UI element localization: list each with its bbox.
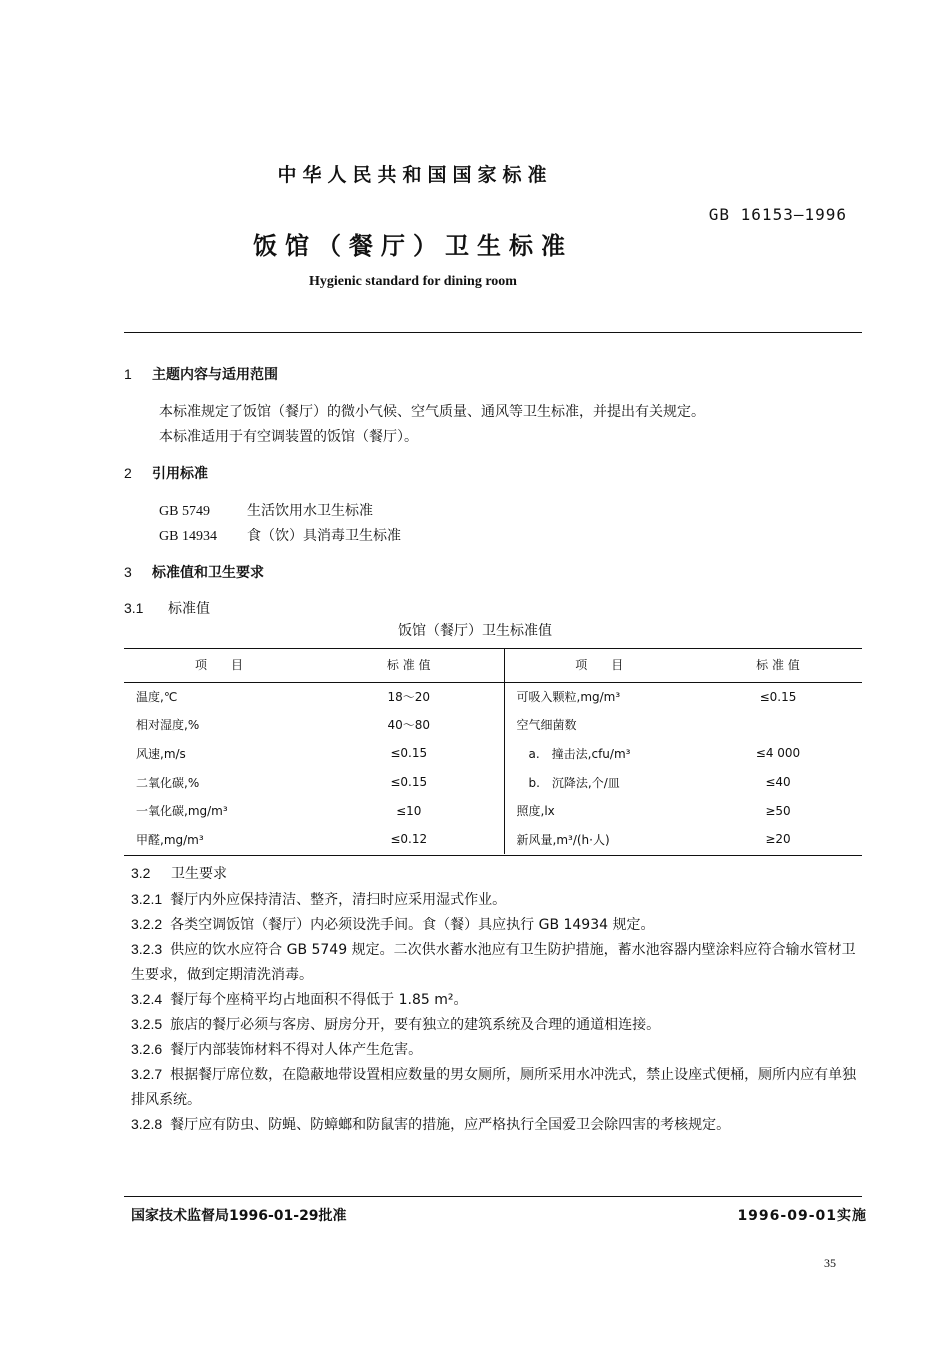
section-title: 标准值和卫生要求	[152, 565, 264, 581]
table-cell: 18～20	[387, 690, 431, 705]
table-cell: ≤0.15	[390, 775, 428, 790]
section-title: 主题内容与适用范围	[152, 367, 278, 383]
table-cell: 风速,m/s	[136, 746, 186, 761]
clause-3-2-2	[131, 912, 865, 938]
clause-3-2-5	[131, 1012, 865, 1038]
table-cell: 一氧化碳,mg/m³	[136, 804, 228, 819]
table-row	[124, 768, 862, 797]
table-header-row	[124, 648, 862, 682]
section-number: 3.1	[124, 600, 144, 616]
reference-item	[159, 525, 401, 545]
standard-code: GB 16153—1996	[708, 205, 847, 224]
clause-number: 3.2.5	[131, 1016, 163, 1032]
table-bottom-rule	[124, 855, 862, 856]
paragraph: 本标准适用于有空调装置的饭馆（餐厅）。	[159, 429, 418, 445]
table-cell: ≤0.15	[759, 689, 797, 704]
column-header: 项 目	[504, 648, 694, 682]
section-number: 3	[124, 564, 132, 580]
clause-text: 餐厅每个座椅平均占地面积不得低于 1.85 m²。	[170, 992, 468, 1008]
clause-3-2-3	[131, 937, 865, 988]
section-title: 标准值	[168, 601, 210, 617]
table-cell: a. 撞击法,cfu/m³	[504, 739, 694, 768]
header-rule	[124, 332, 862, 333]
document-title: 饭馆（餐厅）卫生标准	[253, 232, 573, 260]
reference-title: 生活饮用水卫生标准	[247, 503, 373, 519]
subsection-3-2-heading	[131, 863, 227, 883]
clause-text: 根据餐厅席位数，在隐蔽地带设置相应数量的男女厕所，厕所采用水冲洗式，禁止设座式便桶，厕所内应有单独排风系统。	[131, 1067, 857, 1108]
reference-title: 食（饮）具消毒卫生标准	[247, 528, 401, 544]
section-1-heading	[124, 364, 278, 384]
table-cell: ≤40	[765, 775, 791, 790]
table-cell: ≥20	[765, 832, 791, 847]
section-title: 引用标准	[152, 466, 208, 482]
document-subtitle: Hygienic standard for dining room	[309, 274, 517, 289]
paragraph: 本标准规定了饭馆（餐厅）的微小气候、空气质量、通风等卫生标准，并提出有关规定。	[159, 404, 705, 420]
column-header: 项 目	[124, 648, 314, 682]
reference-item	[159, 500, 373, 520]
effective-date: 1996-09-01实施	[737, 1208, 867, 1224]
table-row	[124, 739, 862, 768]
table-cell: 可吸入颗粒,mg/m³	[504, 682, 694, 711]
section-number: 1	[124, 366, 132, 382]
clause-3-2-1	[131, 887, 865, 913]
footer-rule	[124, 1196, 862, 1197]
column-header: 标 准 值	[694, 648, 862, 682]
standard-values-table	[124, 648, 862, 854]
table-cell: 温度,℃	[136, 690, 178, 705]
table-cell	[694, 711, 862, 740]
table-row	[124, 825, 862, 854]
clause-3-2-8	[131, 1112, 865, 1138]
table-cell: 甲醛,mg/m³	[136, 832, 204, 847]
table-cell: b. 沉降法,个/皿	[504, 768, 694, 797]
clause-text: 各类空调饭馆（餐厅）内必须设洗手间。食（餐）具应执行 GB 14934 规定。	[170, 917, 655, 933]
table-cell: 照度,lx	[504, 796, 694, 825]
table-caption: 饭馆（餐厅）卫生标准值	[398, 623, 552, 639]
clause-number: 3.2.2	[131, 916, 163, 932]
table-cell: 新风量,m³/(h·人)	[504, 825, 694, 854]
table-cell: ≤0.15	[390, 746, 428, 761]
table-cell: 二氧化碳,%	[136, 775, 200, 790]
table-cell: 相对湿度,%	[136, 718, 200, 733]
table-cell: ≥50	[765, 803, 791, 818]
reference-code: GB 14934	[159, 529, 217, 544]
national-standard-label: 中华人民共和国国家标准	[277, 164, 553, 186]
table-row	[124, 682, 862, 711]
clause-number: 3.2.1	[131, 891, 163, 907]
clause-3-2-7	[131, 1062, 865, 1113]
section-3-heading	[124, 562, 264, 582]
approval-date: 国家技术监督局1996-01-29批准	[131, 1208, 347, 1224]
section-number: 3.2	[131, 865, 151, 881]
section-number: 2	[124, 465, 132, 481]
clause-number: 3.2.7	[131, 1066, 163, 1082]
clause-number: 3.2.6	[131, 1041, 163, 1057]
table-cell: 空气细菌数	[504, 711, 694, 740]
page-number: 35	[824, 1256, 836, 1270]
clause-3-2-6	[131, 1037, 865, 1063]
clause-text: 餐厅内部装饰材料不得对人体产生危害。	[170, 1042, 423, 1058]
clause-number: 3.2.4	[131, 991, 163, 1007]
clause-text: 餐厅内外应保持清洁、整齐，清扫时应采用湿式作业。	[170, 892, 507, 908]
subsection-3-1-heading	[124, 598, 210, 618]
section-2-heading	[124, 463, 208, 483]
table-cell: ≤10	[396, 803, 422, 818]
table-row	[124, 711, 862, 740]
table-cell: 40～80	[387, 718, 431, 733]
column-header: 标 准 值	[314, 648, 504, 682]
clause-text: 旅店的餐厅必须与客房、厨房分开，要有独立的建筑系统及合理的通道相连接。	[170, 1017, 661, 1033]
clause-text: 餐厅应有防虫、防蝇、防蟑螂和防鼠害的措施，应严格执行全国爱卫会除四害的考核规定。	[170, 1117, 731, 1133]
clause-number: 3.2.3	[131, 941, 163, 957]
reference-code: GB 5749	[159, 504, 210, 519]
table-cell: ≤0.12	[390, 832, 428, 847]
clause-text: 供应的饮水应符合 GB 5749 规定。二次供水蓄水池应有卫生防护措施，蓄水池容器内壁涂料应符合输水管材卫生要求，做到定期清洗消毒。	[131, 942, 856, 983]
table-row	[124, 796, 862, 825]
table-cell: ≤4 000	[755, 746, 801, 761]
clause-number: 3.2.8	[131, 1116, 163, 1132]
clause-3-2-4	[131, 987, 865, 1013]
section-title: 卫生要求	[171, 866, 227, 882]
